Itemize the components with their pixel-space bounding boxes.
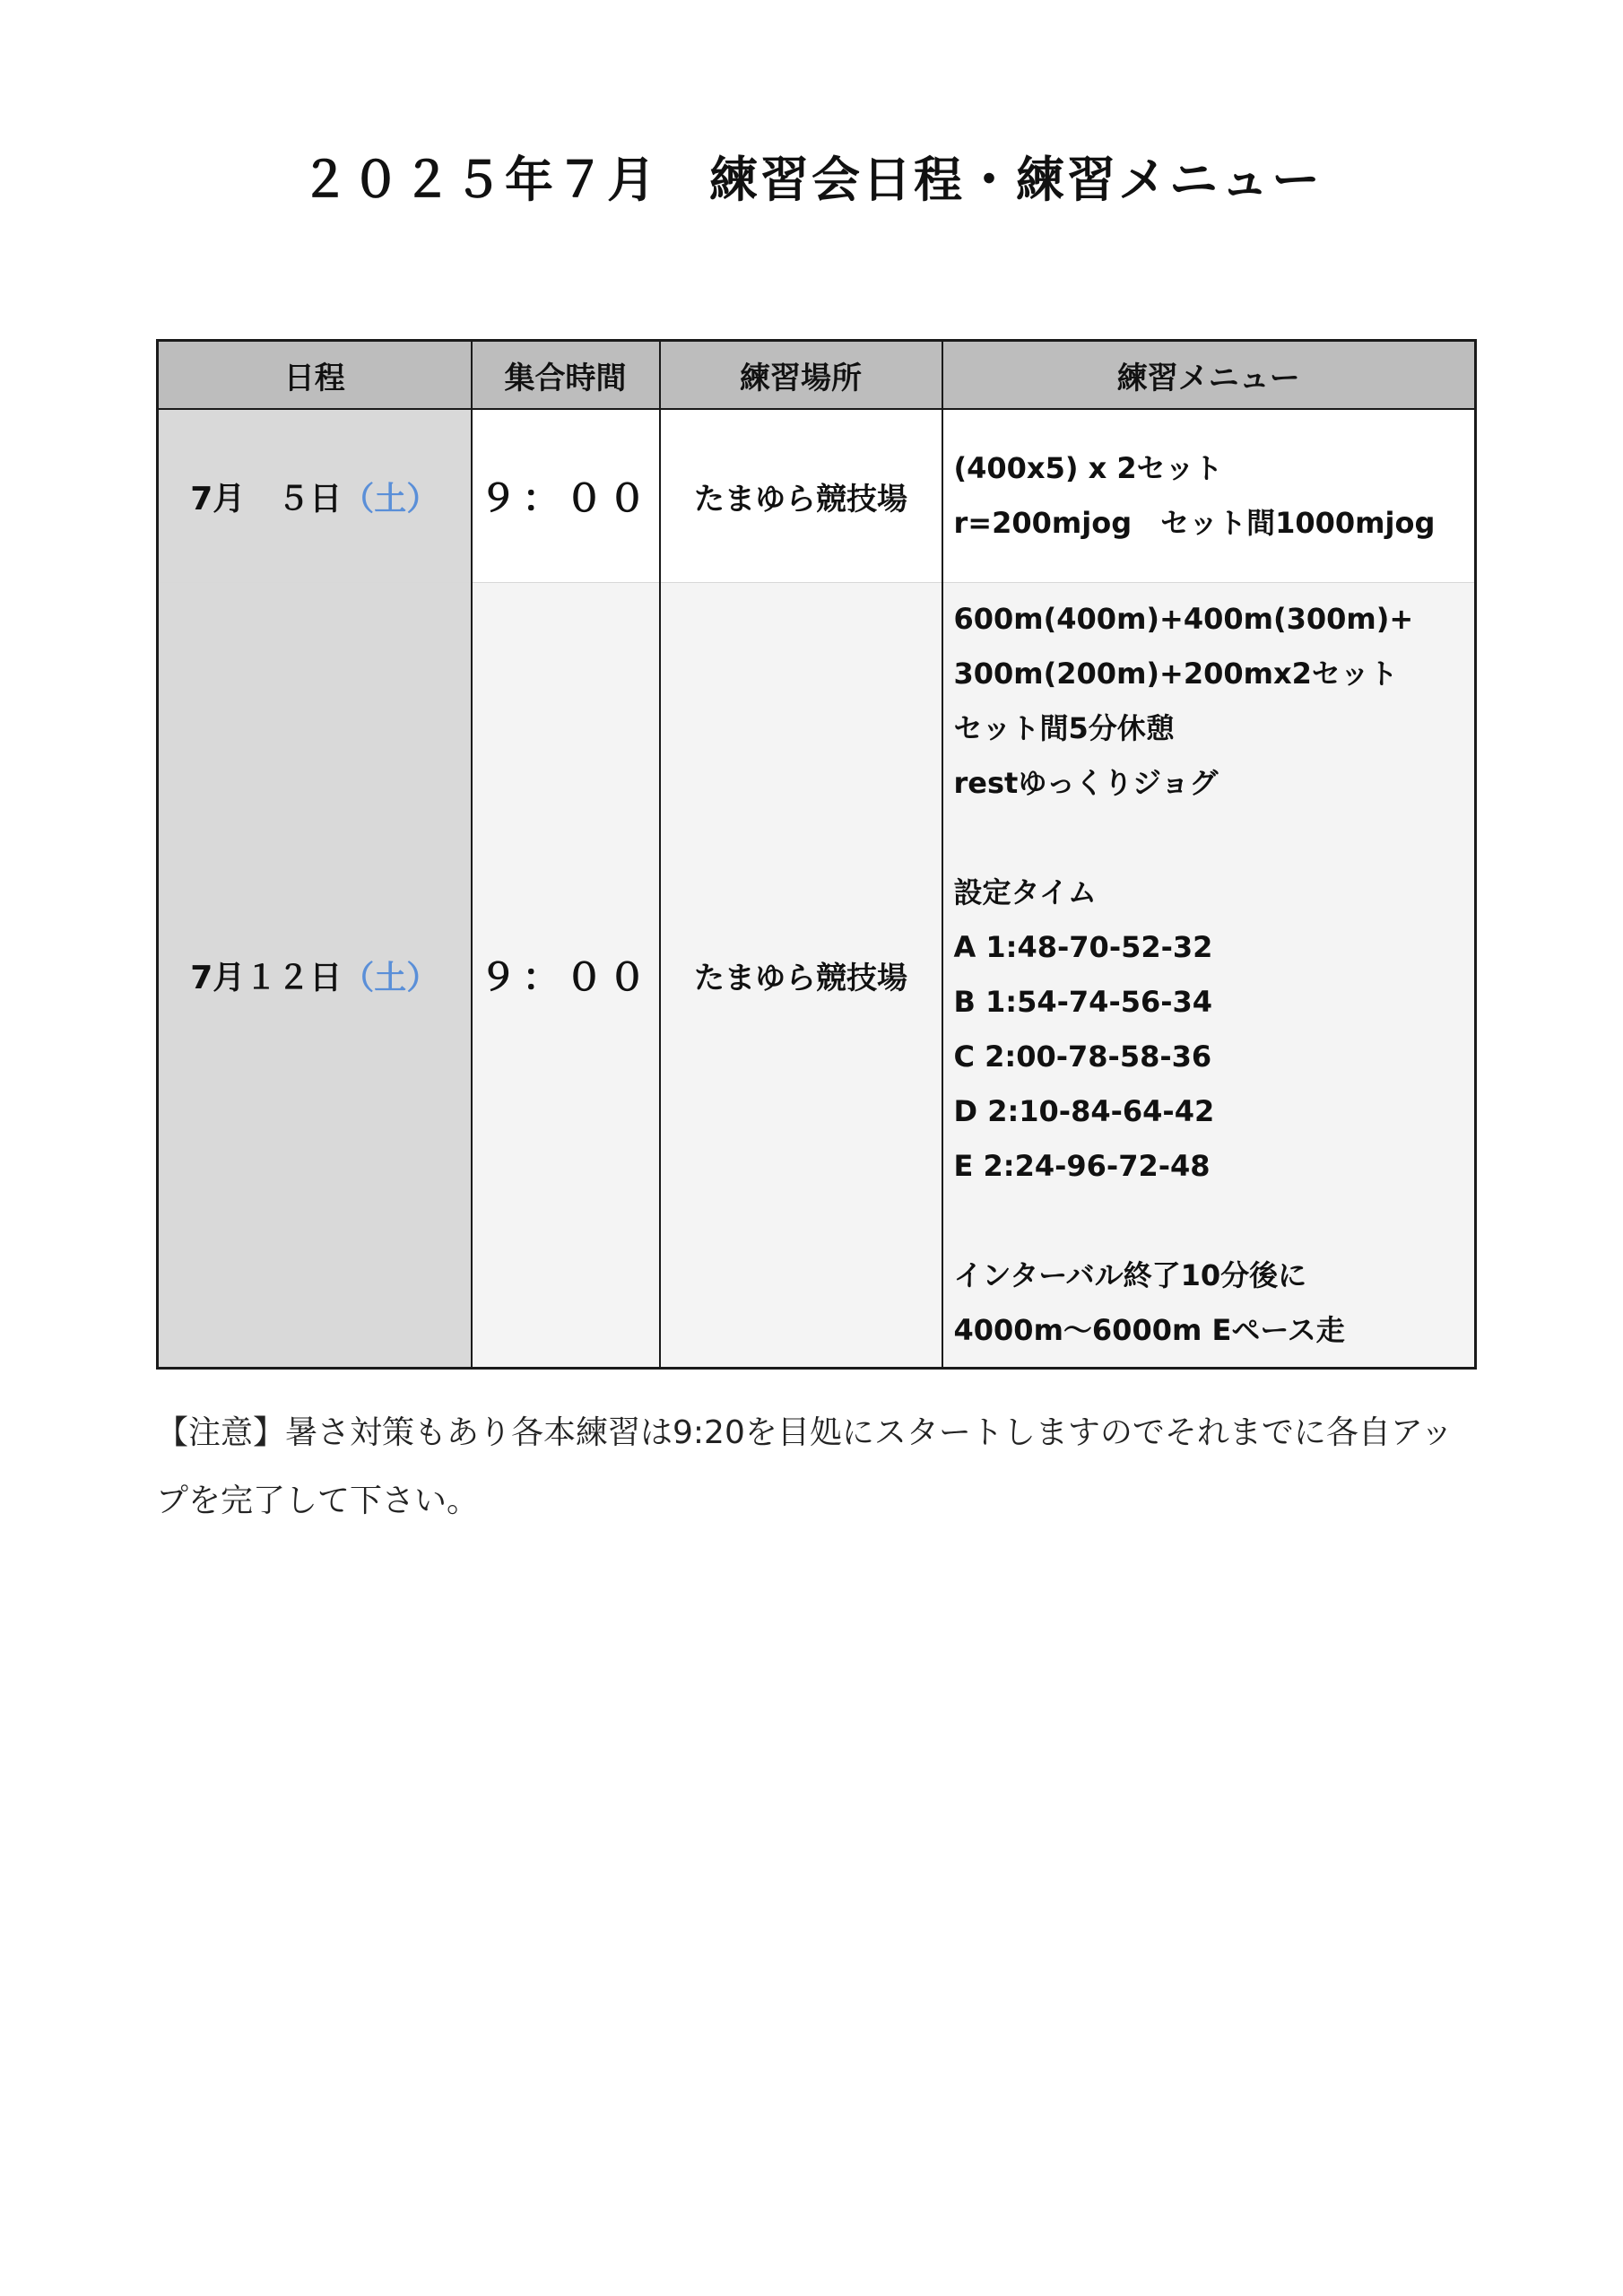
date-cell [158, 409, 472, 583]
place-cell: たまゆら競技場 [660, 583, 942, 1369]
time-cell: ９：００ [472, 583, 660, 1369]
menu-line: セット間5分休憩 [953, 711, 1175, 745]
caution-note: 【注意】暑さ対策もあり各本練習は9:20を目処にスタートしますのでそれまでに各自アップを完了して下さい。 [156, 1414, 1454, 1519]
menu-line: 設定タイム [953, 875, 1097, 909]
header-time: 集合時間 [472, 341, 660, 410]
menu-line: D 2:10-84-64-42 [953, 1094, 1215, 1128]
table-row [158, 583, 1476, 1369]
menu-line: 600m(400m)+400m(300m)+ [953, 602, 1414, 636]
menu-line: (400x5) x 2セット [953, 451, 1223, 485]
weekday-text: （土） [342, 959, 439, 996]
menu-line: restゆっくりジョグ [953, 766, 1219, 800]
date-text: 7月１２日 [190, 959, 343, 996]
menu-line: E 2:24-96-72-48 [953, 1149, 1211, 1183]
menu-line: r=200mjog セット間1000mjog [953, 506, 1436, 540]
date-cell [158, 583, 472, 1369]
menu-line: 300m(200m)+200mx2セット [953, 657, 1398, 691]
menu-line: 4000m～6000m Eペース走 [953, 1313, 1345, 1347]
menu-line: B 1:54-74-56-34 [953, 985, 1213, 1019]
menu-cell [942, 409, 1476, 583]
header-place: 練習場所 [660, 341, 942, 410]
menu-line [954, 811, 1464, 865]
menu-line: インターバル終了10分後に [953, 1258, 1307, 1292]
place-cell: たまゆら競技場 [660, 409, 942, 583]
menu-line: A 1:48-70-52-32 [953, 930, 1213, 964]
table-row [158, 409, 1476, 583]
menu-cell [942, 583, 1476, 1369]
weekday-text: （土） [342, 480, 439, 517]
date-text: 7月 ５日 [190, 480, 343, 517]
menu-line: C 2:00-78-58-36 [953, 1039, 1212, 1074]
header-menu: 練習メニュー [942, 341, 1476, 410]
schedule-table [156, 339, 1477, 1370]
header-date: 日程 [158, 341, 472, 410]
page-title: ２０２５年７月 練習会日程・練習メニュー [300, 152, 1323, 208]
time-cell: ９：００ [472, 409, 660, 583]
table-header-row [158, 341, 1476, 410]
menu-line [954, 1194, 1464, 1248]
